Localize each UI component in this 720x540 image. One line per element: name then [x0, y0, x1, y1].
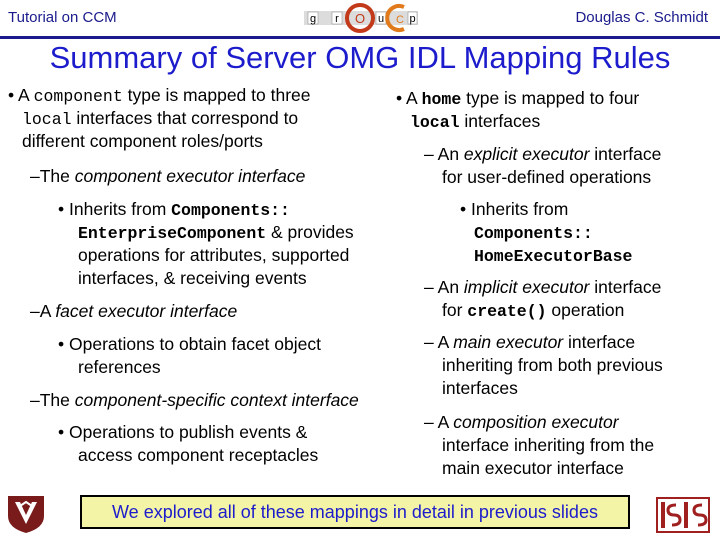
code-create: create(): [467, 302, 547, 321]
bullet-glyph: •: [460, 199, 467, 219]
right-sub-4-line-3: main executor interface: [442, 458, 624, 478]
bullet-glyph: •: [58, 422, 65, 442]
text: A: [18, 85, 34, 105]
text: interfaces that correspond to: [71, 108, 299, 128]
header-right-text: Douglas C. Schmidt: [575, 9, 708, 26]
vanderbilt-logo: [6, 494, 46, 534]
right-sub-2-line-2: [442, 299, 624, 323]
right-sub-1-line-2: for user-defined operations: [442, 167, 652, 187]
code-local: local: [22, 110, 72, 129]
left-sub-3-bullet-line-1: [58, 421, 307, 444]
code-home: home: [421, 90, 462, 109]
right-sub-1-line-1: [424, 143, 661, 166]
code-homeexecutorbase: HomeExecutorBase: [474, 247, 633, 266]
right-sub-4-line-2: interface inheriting from the: [442, 435, 655, 455]
header-divider: [0, 36, 720, 39]
text: A: [406, 88, 422, 108]
code-local: local: [410, 113, 460, 132]
right-sub-1-bullet-line-2: [474, 221, 593, 245]
italic-text: facet executor interface: [55, 301, 238, 321]
dash: –The: [30, 166, 75, 186]
dash: –A: [30, 301, 56, 321]
text: Inherits from: [69, 199, 172, 219]
left-bullet-1-line-3: different component roles/ports: [22, 131, 263, 151]
logo-letter-p: p: [409, 13, 416, 25]
text: A: [437, 332, 454, 352]
dash: –: [424, 144, 434, 164]
text: & provides: [266, 222, 354, 242]
left-sub-1-bullet-line-2: [78, 221, 354, 245]
group-logo: [304, 3, 418, 33]
italic-text: explicit executor: [463, 144, 590, 164]
text: type is mapped to three: [122, 85, 311, 105]
left-sub-3-bullet-line-2: access component receptacles: [78, 445, 319, 465]
slide-title: Summary of Server OMG IDL Mapping Rules: [49, 40, 671, 75]
left-bullet-1-line-2: [22, 107, 298, 131]
code-components: Components::: [171, 201, 290, 220]
text: interface: [589, 144, 662, 164]
left-sub-1: [30, 165, 305, 188]
logo-letter-r: r: [335, 13, 339, 25]
text: A: [437, 412, 454, 432]
text: Operations to obtain facet object: [69, 334, 321, 354]
right-sub-4-line-1: [424, 411, 619, 434]
code-component: component: [33, 87, 123, 106]
dash: –The: [30, 390, 75, 410]
left-sub-3: [30, 389, 359, 412]
italic-text: implicit executor: [463, 277, 590, 297]
dash: –: [424, 332, 434, 352]
italic-text: main executor: [453, 332, 564, 352]
text: interface: [563, 332, 636, 352]
bullet-glyph: •: [58, 199, 65, 219]
isis-logo: [656, 497, 710, 533]
dash: –: [424, 412, 434, 432]
right-sub-3-line-2: inheriting from both previous: [442, 355, 663, 375]
italic-text: component executor interface: [74, 166, 306, 186]
logo-letter-u: u: [377, 13, 385, 25]
left-sub-1-bullet-line-1: [58, 198, 290, 222]
logo-letter-O: O: [354, 11, 366, 26]
italic-text: composition executor: [453, 412, 619, 432]
text: An: [437, 144, 464, 164]
right-sub-1-bullet-line-1: [460, 198, 568, 221]
left-sub-2: [30, 300, 237, 323]
right-sub-1-bullet-line-3: [474, 244, 632, 268]
text: for: [442, 300, 468, 320]
logo-letter-g: g: [309, 13, 317, 25]
code-components: Components::: [474, 224, 593, 243]
code-enterprisecomponent: EnterpriseComponent: [78, 224, 267, 243]
text: Inherits from: [471, 199, 569, 219]
dash: –: [424, 277, 434, 297]
text: interfaces: [459, 111, 541, 131]
right-bullet-1-line-2: [410, 110, 540, 134]
bullet-glyph: •: [8, 85, 15, 105]
text: type is mapped to four: [461, 88, 640, 108]
right-sub-3-line-1: [424, 331, 635, 354]
left-sub-1-bullet-line-4: interfaces, & receiving events: [78, 268, 307, 288]
bullet-glyph: •: [396, 88, 403, 108]
left-sub-1-bullet-line-3: operations for attributes, supported: [78, 245, 350, 265]
text: interface: [589, 277, 662, 297]
bullet-glyph: •: [58, 334, 65, 354]
text: operation: [546, 300, 625, 320]
left-sub-2-bullet-line-1: [58, 333, 321, 356]
text: An: [437, 277, 464, 297]
header-left-text: Tutorial on CCM: [8, 9, 117, 26]
right-sub-2-line-1: [424, 276, 661, 299]
footer-note: We explored all of these mappings in detail in previous slides: [80, 495, 630, 529]
left-sub-2-bullet-line-2: references: [78, 357, 161, 377]
text: Operations to publish events &: [69, 422, 308, 442]
right-bullet-1-line-1: [396, 87, 639, 111]
left-bullet-1-line-1: [8, 84, 311, 108]
italic-text: component-specific context interface: [74, 390, 359, 410]
logo-letter-C: C: [396, 14, 404, 26]
right-sub-3-line-3: interfaces: [442, 378, 518, 398]
